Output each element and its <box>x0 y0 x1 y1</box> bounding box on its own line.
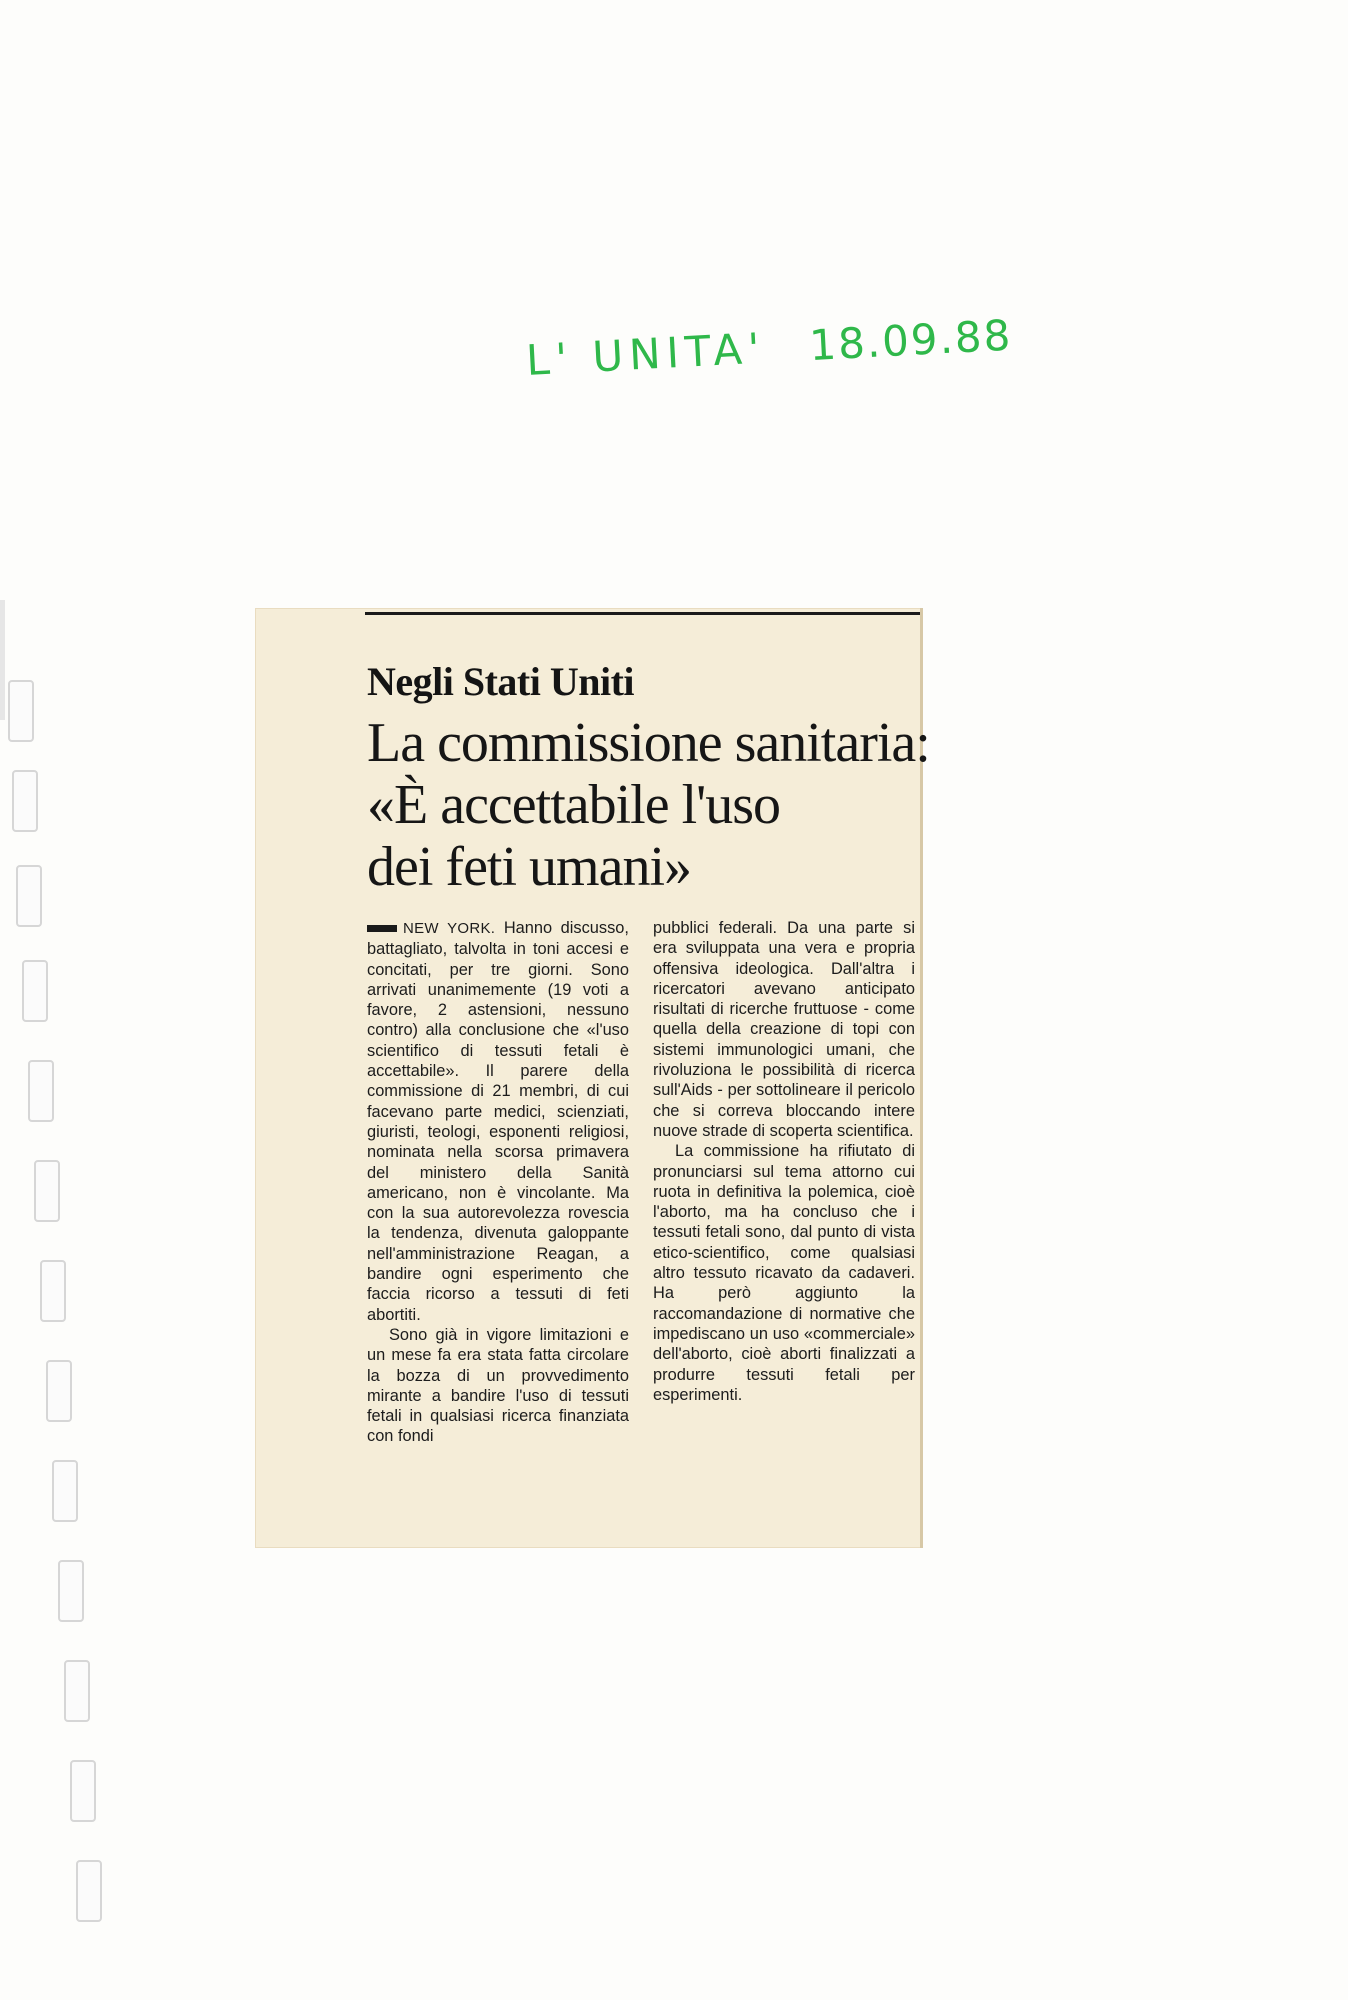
article-column-right <box>653 918 915 1405</box>
handwritten-annotation <box>525 311 1013 385</box>
article-kicker: Negli Stati Uniti <box>367 659 635 704</box>
article-paragraph: Sono già in vigore limitazioni e un mese fa era stata fatta circolare la bozza di un provvedimento mirante a bandire l'uso di tessuti fetali in qualsiasi ricerca finanziata con fondi <box>367 1325 629 1446</box>
binder-hole <box>34 1160 60 1222</box>
article-column-left <box>367 918 629 1447</box>
binder-hole <box>40 1260 66 1322</box>
binder-hole <box>76 1860 102 1922</box>
handwritten-source: L' UNITA' <box>525 323 767 385</box>
headline-line: La commissione sanitaria: <box>367 712 930 774</box>
binder-hole <box>8 680 34 742</box>
article-paragraph: pubblici federali. Da una parte si era sviluppata una vera e propria offensiva ideologica. Dall'altra i ricercatori avevano anticipato risultati di ricerche fruttuose - come quella della creazione di topi con sistemi immunologici umani, che rivoluziona le possibilità di ricerca sull'Aids - per sottolineare il pericolo che si correva bloccando intere nuove strade di scoperta scientifica. <box>653 919 915 1140</box>
binder-hole <box>64 1660 90 1722</box>
binder-hole <box>16 865 42 927</box>
dateline-bar-icon <box>367 925 397 932</box>
paragraph-text: Hanno discusso, battagliato, talvolta in toni accesi e concitati, per tre giorni. Sono arrivati unanimemente (19 voti a favore, 2 astensioni, nessuno contro) alla conclusione che «l'uso scientifico di tessuti fetali è accettabile». Il parere della commissione di 21 membri, di cui facevano parte medici, scienziati, giuristi, teologi, esponenti religiosi, nominata nella scorsa primavera del ministero della Sanità americano, non è vincolante. Ma con la sua autorevolezza rovescia la tendenza, divenuta galoppante nell'amministrazione Reagan, a bandire ogni esperimento che faccia ricorso a tessuti di feti abortiti. <box>367 919 629 1324</box>
newspaper-clipping <box>255 608 930 1548</box>
article-paragraph: La commissione ha rifiutato di pronunciarsi sul tema attorno cui ruota in definitiva la polemica, cioè l'aborto, ma ha concluso che i tessuti fetali sono, dal punto di vista etico-scientifico, come qualsiasi altro tessuto ricavato da cadaveri. Ha però aggiunto la raccomandazione di normative che impediscano un uso «commerciale» dell'aborto, cioè aborti finalizzati a produrre tessuti fetali per esperimenti. <box>653 1142 915 1404</box>
handwritten-date: 18.09.88 <box>808 310 1014 371</box>
binder-hole <box>12 770 38 832</box>
article-headline <box>367 712 930 898</box>
binder-hole <box>70 1760 96 1822</box>
top-rule <box>365 612 923 615</box>
binder-hole <box>46 1360 72 1422</box>
headline-line: «È accettabile l'uso <box>367 774 781 836</box>
binder-hole <box>58 1560 84 1622</box>
article-dateline: NEW YORK. <box>403 920 496 937</box>
article-paragraph <box>367 918 629 1325</box>
binder-hole <box>22 960 48 1022</box>
headline-line: dei feti umani» <box>367 836 692 898</box>
binder-holes <box>0 660 120 2000</box>
binder-hole <box>52 1460 78 1522</box>
binder-hole <box>28 1060 54 1122</box>
